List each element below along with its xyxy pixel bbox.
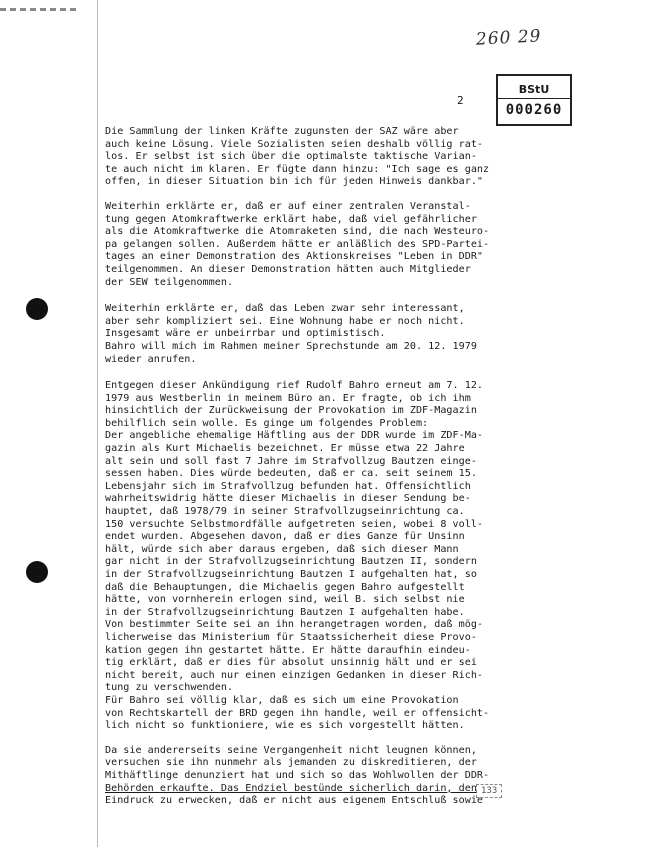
text-line: lich nicht so funktioniere, wie es sich vorgestellt hätten. bbox=[105, 720, 465, 732]
text-line: hält, würde sich aber daraus ergeben, daß sich dieser Mann bbox=[105, 543, 459, 555]
paragraph-3 bbox=[105, 303, 620, 366]
footer-stamp: 133 bbox=[476, 784, 502, 798]
text-line: sessen haben. Dies würde bedeuten, daß er ca. seit seinem 15. bbox=[105, 468, 477, 480]
text-line: tages an einer Demonstration des Aktionskreises "Leben in DDR" bbox=[105, 251, 484, 263]
text-line: tig erklärt, daß er dies für absolut unsinnig hält und er sei bbox=[105, 657, 477, 669]
text-line: los. Er selbst ist sich über die optimalste taktische Varian- bbox=[105, 151, 477, 163]
text-line: te auch nicht im klaren. Er fügte dann hinzu: "Ich sage es ganz bbox=[105, 163, 490, 175]
text-line: Die Sammlung der linken Kräfte zugunsten der SAZ wäre aber bbox=[105, 126, 459, 137]
text-line: 150 versuchte Selbstmordfälle aufgetreten seien, wobei 8 voll- bbox=[105, 518, 484, 530]
text-line: in der Strafvollzugseinrichtung Bautzen I aufgehalten hat, so bbox=[105, 569, 477, 580]
text-line: Entgegen dieser Ankündigung rief Rudolf Bahro erneut am 7. 12. bbox=[105, 380, 484, 392]
text-line: Lebensjahr sich im Strafvollzug befunden hat. Offensichtlich bbox=[105, 480, 471, 492]
scan-edge-mark bbox=[0, 8, 80, 11]
text-line: Insgesamt wäre er unbeirrbar und optimistisch. bbox=[105, 328, 386, 340]
text-line: teilgenommen. An dieser Demonstration hätten auch Mitglieder bbox=[105, 263, 471, 275]
text-line: tung gegen Atomkraftwerke erklärt habe, daß viel gefährlicher bbox=[105, 213, 477, 225]
punch-hole-lower bbox=[26, 561, 48, 583]
text-line: offen, in dieser Situation bin ich für jeden Hinweis dankbar." bbox=[105, 176, 484, 188]
text-line: der SEW teilgenommen. bbox=[105, 276, 234, 288]
text-line: tung zu verschwenden. bbox=[105, 682, 234, 694]
text-line: hätte, von vornherein erlogen sind, weil B. sich selbst nie bbox=[105, 594, 465, 606]
text-line: aber sehr kompliziert sei. Eine Wohnung habe er noch nicht. bbox=[105, 315, 465, 327]
text-line: als die Atomkraftwerke die Atomraketen sind, die nach Westeuro- bbox=[105, 226, 490, 238]
text-line: Weiterhin erklärte er, daß er auf einer zentralen Veranstal- bbox=[105, 200, 471, 212]
text-line: Für Bahro sei völlig klar, daß es sich um eine Provokation bbox=[105, 694, 459, 706]
text-line: Von bestimmter Seite sei an ihn herangetragen worden, daß mög- bbox=[105, 619, 484, 631]
paragraph-1 bbox=[105, 126, 620, 189]
text-line: Weiterhin erklärte er, daß das Leben zwar sehr interessant, bbox=[105, 303, 465, 315]
paragraph-5 bbox=[105, 745, 620, 808]
scan-margin-line bbox=[97, 0, 98, 847]
text-line: alt sein und soll fast 7 Jahre im Strafvollzug Bautzen einge- bbox=[105, 455, 477, 467]
page-number: 2 bbox=[457, 94, 464, 107]
punch-hole-upper bbox=[26, 298, 48, 320]
text-line: nicht bereit, auch nur einen einzigen Gedanken in dieser Rich- bbox=[105, 669, 484, 681]
text-line: Da sie andererseits seine Vergangenheit nicht leugnen können, bbox=[105, 744, 477, 756]
text-line: pa gelangen sollen. Außerdem hätte er anläßlich des SPD-Partei- bbox=[105, 238, 490, 250]
text-line: Eindruck zu erwecken, daß er nicht aus eigenem Entschluß sowie bbox=[105, 795, 484, 807]
text-line: auch keine Lösung. Viele Sozialisten seien deshalb völlig rat- bbox=[105, 138, 484, 150]
text-line: Bahro will mich im Rahmen meiner Sprechstunde am 20. 12. 1979 bbox=[105, 340, 477, 352]
paragraph-2 bbox=[105, 201, 620, 289]
text-line: hinsichtlich der Zurückweisung der Provokation im ZDF-Magazin bbox=[105, 405, 477, 417]
text-line: in der Strafvollzugseinrichtung Bautzen I aufgehalten habe. bbox=[105, 606, 465, 618]
text-line: gazin als Kurt Michaelis bezeichnet. Er müsse etwa 22 Jahre bbox=[105, 443, 465, 455]
text-line: behilflich sein wolle. Es ginge um folgendes Problem: bbox=[105, 417, 429, 429]
text-line: daß die Behauptungen, die Michaelis gegen Bahro aufgestellt bbox=[105, 581, 465, 593]
handwritten-archive-number: 260 29 bbox=[475, 26, 542, 50]
stamp-label: BStU bbox=[498, 83, 570, 99]
text-line: licherweise das Ministerium für Staatssicherheit diese Provo- bbox=[105, 631, 477, 643]
text-line: hauptet, daß 1978/79 in seiner Strafvollzugseinrichtung ca. bbox=[105, 506, 465, 518]
paragraph-4 bbox=[105, 380, 620, 733]
text-line: versuchen sie ihn nunmehr als jemanden zu diskreditieren, der bbox=[105, 757, 477, 769]
archive-stamp bbox=[496, 74, 572, 126]
text-line: Behörden erkaufte. Das Endziel bestünde sicherlich darin, den bbox=[105, 782, 477, 794]
stamp-number: 000260 bbox=[505, 101, 563, 118]
text-line: endet wurden. Abgesehen davon, daß er dies Ganze für Unsinn bbox=[105, 531, 465, 543]
text-line: gar nicht in der Strafvollzugseinrichtung Bautzen II, sondern bbox=[105, 556, 477, 568]
text-line: 1979 aus Westberlin in meinem Büro an. Er fragte, ob ich ihm bbox=[105, 392, 471, 404]
text-line: von Rechtskartell der BRD gegen ihn handle, weil er offensicht- bbox=[105, 707, 490, 719]
text-line: wieder anrufen. bbox=[105, 353, 197, 365]
document-body bbox=[105, 126, 620, 820]
text-line: wahrheitswidrig hätte dieser Michaelis in dieser Sendung be- bbox=[105, 493, 471, 505]
text-line: Mithäftlinge denunziert hat und sich so das Wohlwollen der DDR- bbox=[105, 769, 490, 781]
text-line: Der angebliche ehemalige Häftling aus der DDR wurde im ZDF-Ma- bbox=[105, 430, 484, 442]
text-line: kation gegen ihn gestartet hätte. Er hätte daraufhin eindeu- bbox=[105, 644, 471, 656]
